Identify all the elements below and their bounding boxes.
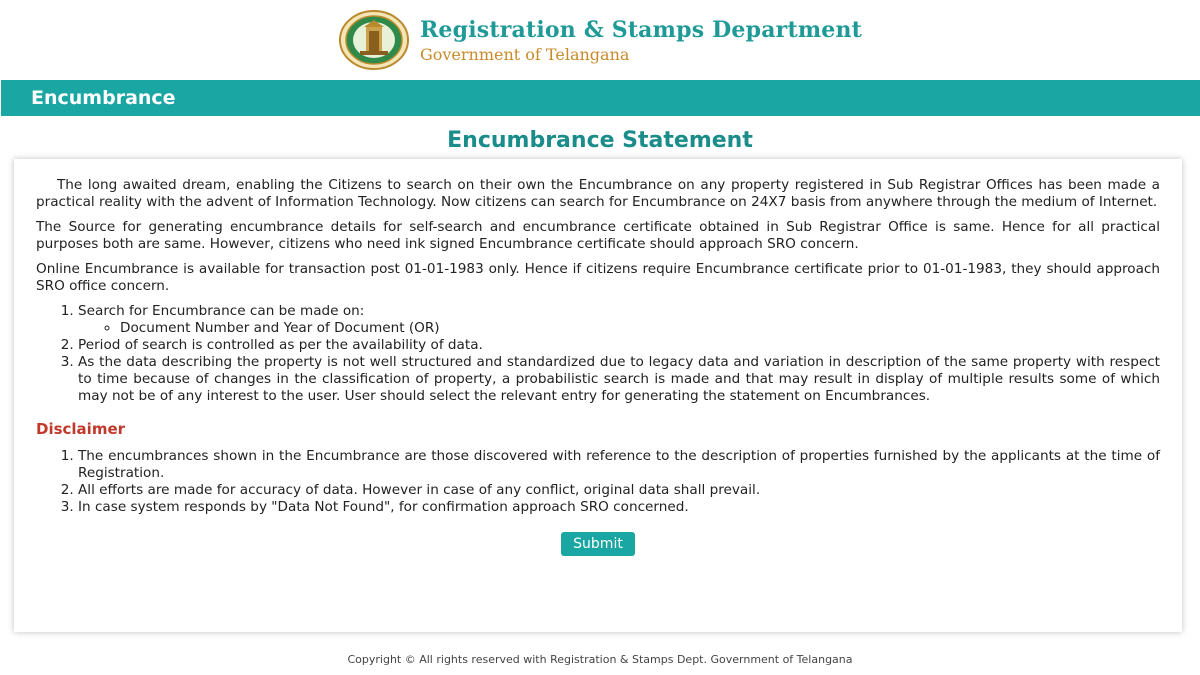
nav-bar xyxy=(1,80,1200,116)
intro-paragraph: The long awaited dream, enabling the Citizens to search on their own the Encumbrance on any property registered in Sub Registrar Offices has been made a practical reality with the advent of Information Technology. Now citizens can search for Encumbrance on 24X7 basis from anywhere through the medium of Internet. xyxy=(36,177,1160,210)
list-item: 2. All efforts are made for accuracy of data. However in case of any conflict, original data shall prevail. xyxy=(78,482,1160,499)
telangana-emblem-icon xyxy=(338,9,410,71)
intro-paragraph: The Source for generating encumbrance details for self-search and encumbrance certificate obtained in Sub Registrar Office is same. Hence for all practical purposes both are same. However, citizens who need ink signed Encumbrance certificate should approach SRO concern. xyxy=(36,219,1160,252)
list-item: 3. In case system responds by "Data Not Found", for confirmation approach SRO concerned. xyxy=(78,499,1160,516)
submit-container xyxy=(36,532,1160,556)
list-item xyxy=(78,303,1160,337)
disclaimer-heading: Disclaimer xyxy=(36,420,126,438)
disclaimer-list xyxy=(78,448,1160,516)
submit-button[interactable]: Submit xyxy=(561,532,635,556)
content-card xyxy=(14,159,1182,632)
department-title: Registration & Stamps Department xyxy=(419,16,863,43)
footer-copyright: Copyright © All rights reserved with Registration & Stamps Dept. Government of Telangana xyxy=(347,653,853,666)
list-item: ◦ Document Number and Year of Document (OR) xyxy=(120,320,1160,337)
intro-paragraph: Online Encumbrance is available for transaction post 01-01-1983 only. Hence if citizens require Encumbrance certificate prior to 01-01-1983, they should approach SRO office concern. xyxy=(36,261,1160,294)
nav-title-encumbrance[interactable]: Encumbrance xyxy=(31,87,176,109)
search-options-list xyxy=(120,320,1160,337)
search-info-list xyxy=(78,303,1160,405)
list-item: 2. Period of search is controlled as per the availability of data. xyxy=(78,337,1160,354)
government-subtitle: Government of Telangana xyxy=(419,44,630,64)
page-title: Encumbrance Statement xyxy=(447,128,753,153)
list-item-text: Search for Encumbrance can be made on: xyxy=(78,303,365,319)
site-header xyxy=(0,0,1200,80)
list-item: 3. As the data describing the property is not well structured and standardized due to legacy data and variation in description of the same property with respect to time because of changes in the classification of property, a probabilistic search is made and that may result in display of multiple results some of which may not be of any interest to the user. User should select the relevant entry for generating the statement on Encumbrances. xyxy=(78,354,1160,405)
list-item: 1. The encumbrances shown in the Encumbrance are those discovered with reference to the description of properties furnished by the applicants at the time of Registration. xyxy=(78,448,1160,482)
